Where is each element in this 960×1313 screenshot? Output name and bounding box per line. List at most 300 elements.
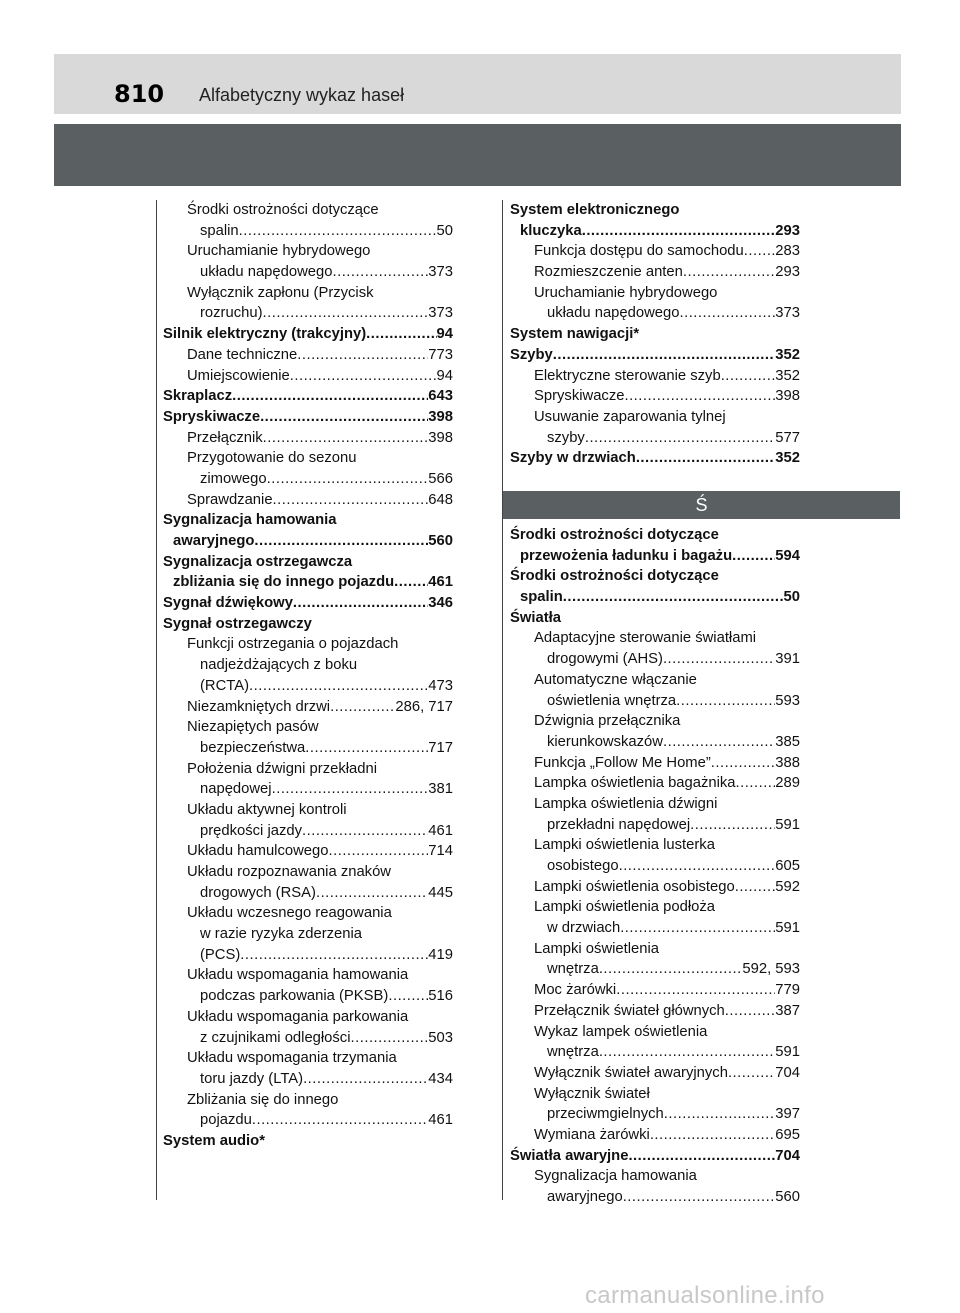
index-entry <box>510 345 800 366</box>
index-entry <box>163 717 453 738</box>
leader-dots <box>585 428 775 449</box>
index-entry <box>510 262 800 283</box>
leader-dots <box>616 980 775 1001</box>
column-divider-right <box>502 200 503 1200</box>
index-entry <box>510 980 800 1001</box>
leader-dots <box>290 366 437 387</box>
entry-label: oświetlenia wnętrza <box>547 692 677 709</box>
entry-label: pojazdu <box>200 1112 252 1129</box>
entry-page: 714 <box>428 843 453 860</box>
entry-label: Sprawdzanie <box>187 491 273 508</box>
entry-page: 461 <box>428 574 453 591</box>
entry-label: prędkości jazdy <box>200 822 302 839</box>
entry-page: 695 <box>775 1126 800 1143</box>
index-entry <box>510 221 800 242</box>
entry-page: 592, 593 <box>742 961 800 978</box>
leader-dots <box>728 1063 775 1084</box>
leader-dots <box>711 753 776 774</box>
leader-dots <box>366 324 436 345</box>
leader-dots <box>316 883 428 904</box>
page-title: Alfabetyczny wykaz haseł <box>199 85 405 105</box>
index-entry <box>510 628 800 649</box>
entry-label: Układu hamulcowego <box>187 843 329 860</box>
index-entry <box>510 1063 800 1084</box>
index-entry <box>163 303 453 324</box>
leader-dots <box>267 469 429 490</box>
index-entry <box>510 448 800 469</box>
index-entry <box>510 691 800 712</box>
index-entry <box>510 959 800 980</box>
entry-label: nadjeżdżających z boku <box>200 657 358 674</box>
entry-label: Dane techniczne <box>187 346 298 363</box>
entry-label: Lampka oświetlenia dźwigni <box>534 795 718 812</box>
index-entry <box>510 241 800 262</box>
entry-label: bezpieczeństwa <box>200 739 306 756</box>
entry-label: spalin <box>520 589 563 606</box>
index-entry <box>163 324 453 345</box>
index-column-left <box>163 200 453 1152</box>
entry-label: Uruchamianie hybrydowego <box>187 243 371 260</box>
entry-label: Adaptacyjne sterowanie światłami <box>534 630 757 647</box>
entry-page: 419 <box>428 946 453 963</box>
index-entry <box>163 800 453 821</box>
entry-page: 473 <box>428 677 453 694</box>
index-entry <box>510 856 800 877</box>
index-entry <box>510 897 800 918</box>
column-divider-left <box>156 200 157 1200</box>
index-entry <box>163 407 453 428</box>
entry-label: spalin <box>200 222 239 239</box>
index-entry <box>163 448 453 469</box>
entry-label: kluczyka <box>520 222 582 239</box>
entry-label: Sygnał dźwiękowy <box>163 595 293 612</box>
entry-label: Układu wspomagania parkowania <box>187 1008 409 1025</box>
leader-dots <box>623 1187 776 1208</box>
entry-page: 577 <box>775 429 800 446</box>
index-entry <box>163 697 453 718</box>
index-entry <box>510 525 800 546</box>
index-entry <box>163 469 453 490</box>
leader-dots <box>563 587 784 608</box>
index-entry <box>163 531 453 552</box>
entry-page: 773 <box>428 346 453 363</box>
leader-dots <box>676 691 775 712</box>
entry-label: System nawigacji* <box>510 326 640 343</box>
entry-page: 717 <box>428 739 453 756</box>
index-entry <box>163 945 453 966</box>
entry-label: Przełącznik <box>187 429 263 446</box>
entry-page: 352 <box>775 450 800 467</box>
index-entry <box>163 759 453 780</box>
index-entry <box>510 1166 800 1187</box>
entry-label: Funkcja „Follow Me Home” <box>534 754 711 771</box>
entry-label: Spryskiwacze <box>163 408 261 425</box>
entry-page: 516 <box>428 988 453 1005</box>
index-entry <box>510 1022 800 1043</box>
entry-label: Wykaz lampek oświetlenia <box>534 1023 708 1040</box>
entry-label: System audio* <box>163 1132 265 1149</box>
entry-page: 591 <box>775 816 800 833</box>
entry-label: Wyłącznik zapłonu (Przycisk <box>187 284 374 301</box>
leader-dots <box>297 345 428 366</box>
leader-dots <box>239 221 437 242</box>
entry-page: 397 <box>775 1106 800 1123</box>
leader-dots <box>663 732 775 753</box>
index-entry <box>510 407 800 428</box>
watermark: carmanualsonline.info <box>585 1282 825 1309</box>
entry-page: 352 <box>775 367 800 384</box>
entry-label: Wyłącznik świateł awaryjnych <box>534 1064 728 1081</box>
entry-page: 434 <box>428 1070 453 1087</box>
entry-label: Lampki oświetlenia lusterka <box>534 837 715 854</box>
index-entry <box>163 593 453 614</box>
leader-dots <box>293 593 428 614</box>
index-entry <box>163 634 453 655</box>
leader-dots <box>690 815 775 836</box>
entry-page: 648 <box>428 491 453 508</box>
entry-label: Funkcja dostępu do samochodu <box>534 243 744 260</box>
leader-dots <box>553 345 776 366</box>
leader-dots <box>679 303 775 324</box>
entry-label: szyby <box>547 429 585 446</box>
index-entry <box>163 986 453 1007</box>
entry-label: Umiejscowienie <box>187 367 290 384</box>
entry-page: 50 <box>783 589 800 606</box>
entry-label: Środki ostrożności dotyczące <box>187 202 379 218</box>
entry-label: Spryskiwacze <box>534 388 625 405</box>
entry-label: Wyłącznik świateł <box>534 1085 650 1102</box>
entry-page: 352 <box>775 346 800 363</box>
index-entry <box>163 821 453 842</box>
entry-label: Niezapiętych pasów <box>187 719 319 736</box>
index-entry <box>510 587 800 608</box>
page-number: 810 <box>114 80 165 108</box>
index-entry <box>163 1090 453 1111</box>
entry-page: 94 <box>436 367 453 384</box>
index-column-right-top <box>510 200 800 469</box>
index-entry <box>163 862 453 883</box>
leader-dots <box>351 1028 429 1049</box>
leader-dots <box>394 572 428 593</box>
entry-page: 605 <box>775 858 800 874</box>
entry-label: Środki ostrożności dotyczące <box>510 568 719 585</box>
entry-label: Układu aktywnej kontroli <box>187 801 347 818</box>
leader-dots <box>664 1104 776 1125</box>
entry-label: przewożenia ładunku i bagażu <box>520 547 733 564</box>
index-entry <box>163 1131 453 1152</box>
entry-label: Lampki oświetlenia podłoża <box>534 899 715 916</box>
index-entry <box>510 428 800 449</box>
index-entry <box>510 711 800 732</box>
index-entry <box>163 924 453 945</box>
leader-dots <box>254 531 428 552</box>
index-entry <box>163 841 453 862</box>
index-entry <box>510 794 800 815</box>
entry-page: 293 <box>775 264 800 281</box>
leader-dots <box>328 841 428 862</box>
leader-dots <box>683 262 775 283</box>
entry-label: zbliżania się do innego pojazdu <box>173 574 395 591</box>
entry-label: Układu wczesnego reagowania <box>187 905 392 922</box>
index-entry <box>163 200 453 221</box>
index-entry <box>163 345 453 366</box>
entry-label: Niezamkniętych drzwi <box>187 698 331 715</box>
entry-page: 385 <box>775 733 800 750</box>
entry-label: Zbliżania się do innego <box>187 1091 339 1108</box>
entry-label: z czujnikami odległości <box>200 1029 351 1046</box>
entry-page: 398 <box>428 429 453 446</box>
entry-page: 593 <box>775 692 800 709</box>
entry-label: Przygotowanie do sezonu <box>187 450 357 467</box>
index-entry <box>510 1125 800 1146</box>
entry-label: toru jazdy (LTA) <box>200 1070 304 1087</box>
entry-page: 560 <box>775 1189 800 1205</box>
index-entry <box>510 815 800 836</box>
entry-label: w drzwiach <box>547 920 621 937</box>
index-entry <box>510 1104 800 1125</box>
entry-page: 289 <box>775 775 800 792</box>
entry-page: 461 <box>428 822 453 839</box>
entry-label: Moc żarówki <box>534 982 617 999</box>
index-entry <box>163 1048 453 1069</box>
index-entry <box>510 773 800 794</box>
entry-label: wnętrza <box>547 961 599 978</box>
entry-label: zimowego <box>200 470 267 487</box>
section-letter: Ś <box>695 495 708 515</box>
entry-label: przekładni napędowej <box>547 816 691 833</box>
entry-label: Funkcji ostrzegania o pojazdach <box>187 636 399 653</box>
leader-dots <box>388 986 428 1007</box>
entry-page: 398 <box>428 408 453 425</box>
entry-page: 643 <box>428 388 453 405</box>
header-band <box>54 124 901 186</box>
index-entry <box>163 283 453 304</box>
index-entry <box>163 738 453 759</box>
index-entry <box>163 883 453 904</box>
index-entry <box>163 614 453 635</box>
entry-page: 50 <box>436 222 453 239</box>
entry-page: 591 <box>775 1044 800 1061</box>
leader-dots <box>599 959 743 980</box>
index-entry <box>510 546 800 567</box>
entry-label: Układu rozpoznawania znaków <box>187 864 391 880</box>
entry-label: Światła <box>510 609 561 626</box>
leader-dots <box>620 918 775 939</box>
entry-page: 560 <box>428 533 453 549</box>
entry-label: Elektryczne sterowanie szyb <box>534 367 721 384</box>
leader-dots <box>252 1110 428 1131</box>
entry-label: wnętrza <box>547 1044 599 1061</box>
leader-dots <box>303 1069 428 1090</box>
leader-dots <box>624 386 775 407</box>
entry-label: Usuwanie zaparowania tylnej <box>534 408 726 425</box>
index-entry <box>163 676 453 697</box>
leader-dots <box>273 490 429 511</box>
index-entry <box>163 510 453 531</box>
index-entry <box>510 918 800 939</box>
index-entry <box>510 670 800 691</box>
index-entry <box>510 1001 800 1022</box>
leader-dots <box>732 546 775 567</box>
entry-label: rozruchu) <box>200 305 263 322</box>
entry-label: Szyby w drzwiach <box>510 450 636 467</box>
index-entry <box>163 428 453 449</box>
entry-page: 591 <box>775 920 800 937</box>
entry-label: napędowej <box>200 781 272 798</box>
index-entry <box>163 1028 453 1049</box>
leader-dots <box>736 773 776 794</box>
index-entry <box>510 1187 800 1208</box>
index-entry <box>163 366 453 387</box>
entry-label: Środki ostrożności dotyczące <box>510 527 719 543</box>
index-entry <box>163 386 453 407</box>
leader-dots <box>744 241 776 262</box>
entry-label: przeciwmgielnych <box>547 1106 664 1123</box>
index-entry <box>510 1146 800 1167</box>
entry-page: 461 <box>428 1112 453 1129</box>
header-bar <box>54 54 901 114</box>
leader-dots <box>249 676 428 697</box>
entry-label: Układu wspomagania hamowania <box>187 967 409 984</box>
leader-dots <box>725 1001 776 1022</box>
leader-dots <box>650 1125 775 1146</box>
entry-label: awaryjnego <box>173 533 255 549</box>
section-header-s <box>503 491 900 519</box>
entry-label: Światła awaryjne <box>510 1147 629 1164</box>
entry-label: podczas parkowania (PKSB) <box>200 988 389 1005</box>
leader-dots <box>721 366 776 387</box>
index-entry <box>510 877 800 898</box>
index-entry <box>163 903 453 924</box>
entry-label: Szyby <box>510 346 553 363</box>
index-entry <box>510 1042 800 1063</box>
index-entry <box>510 366 800 387</box>
entry-label: Lampki oświetlenia osobistego <box>534 878 735 895</box>
index-entry <box>163 1069 453 1090</box>
index-entry <box>510 753 800 774</box>
index-entry <box>510 649 800 670</box>
index-entry <box>510 1084 800 1105</box>
index-entry <box>510 303 800 324</box>
entry-page: 373 <box>428 305 453 322</box>
index-entry <box>163 221 453 242</box>
index-entry <box>163 1007 453 1028</box>
leader-dots <box>232 386 428 407</box>
leader-dots <box>599 1042 775 1063</box>
entry-page: 388 <box>775 754 800 771</box>
index-entry <box>510 608 800 629</box>
leader-dots <box>240 945 428 966</box>
index-entry <box>163 572 453 593</box>
index-entry <box>510 939 800 960</box>
index-entry <box>163 779 453 800</box>
index-entry <box>163 1110 453 1131</box>
index-entry <box>163 965 453 986</box>
entry-label: Położenia dźwigni przekładni <box>187 760 378 777</box>
entry-label: Sygnalizacja hamowania <box>163 512 337 529</box>
entry-page: 592 <box>775 878 800 895</box>
leader-dots <box>663 649 775 670</box>
entry-page: 293 <box>775 222 800 239</box>
entry-page: 387 <box>775 1002 800 1019</box>
leader-dots <box>628 1146 775 1167</box>
index-entry <box>163 262 453 283</box>
entry-label: Automatyczne włączanie <box>534 671 697 688</box>
entry-page: 445 <box>428 884 453 901</box>
entry-label: awaryjnego <box>547 1189 623 1205</box>
entry-page: 286, 717 <box>395 698 453 715</box>
leader-dots <box>263 303 429 324</box>
entry-label: (RCTA) <box>200 677 250 694</box>
entry-page: 704 <box>775 1064 800 1081</box>
leader-dots <box>582 221 776 242</box>
entry-page: 283 <box>775 243 800 260</box>
entry-label: w razie ryzyka zderzenia <box>200 926 362 943</box>
entry-label: Lampka oświetlenia bagażnika <box>534 775 736 792</box>
entry-label: Rozmieszczenie anten <box>534 264 683 281</box>
index-entry <box>510 386 800 407</box>
entry-label: drogowych (RSA) <box>200 884 316 901</box>
entry-label: Uruchamianie hybrydowego <box>534 284 718 301</box>
entry-page: 704 <box>775 1147 800 1164</box>
index-entry <box>510 566 800 587</box>
entry-page: 346 <box>428 595 453 612</box>
entry-page: 94 <box>436 326 453 343</box>
entry-label: Sygnalizacja hamowania <box>534 1168 697 1185</box>
entry-label: (PCS) <box>200 946 241 963</box>
index-entry <box>510 732 800 753</box>
entry-label: Skraplacz <box>163 388 233 405</box>
entry-page: 398 <box>775 388 800 405</box>
entry-label: Dźwignia przełącznika <box>534 713 681 730</box>
index-entry <box>163 552 453 573</box>
leader-dots <box>330 697 395 718</box>
entry-label: Sygnalizacja ostrzegawcza <box>163 553 353 570</box>
entry-label: Silnik elektryczny (trakcyjny) <box>163 326 367 343</box>
leader-dots <box>272 779 429 800</box>
leader-dots <box>636 448 775 469</box>
entry-page: 779 <box>775 982 800 999</box>
leader-dots <box>619 856 776 877</box>
leader-dots <box>305 738 428 759</box>
entry-label: układu napędowego <box>200 264 333 281</box>
entry-label: kierunkowskazów <box>547 733 663 750</box>
entry-page: 381 <box>428 781 453 798</box>
entry-page: 594 <box>775 547 800 564</box>
leader-dots <box>302 821 428 842</box>
entry-page: 373 <box>428 264 453 281</box>
entry-page: 373 <box>775 305 800 322</box>
leader-dots <box>263 428 429 449</box>
entry-label: Wymiana żarówki <box>534 1126 650 1143</box>
entry-page: 391 <box>775 651 800 668</box>
entry-label: Przełącznik świateł głównych <box>534 1002 725 1019</box>
leader-dots <box>735 877 776 898</box>
entry-label: drogowymi (AHS) <box>547 651 663 668</box>
entry-label: osobistego <box>547 858 619 874</box>
entry-label: Układu wspomagania trzymania <box>187 1050 397 1067</box>
index-entry <box>163 241 453 262</box>
entry-page: 503 <box>428 1029 453 1046</box>
index-entry <box>510 283 800 304</box>
index-entry <box>163 655 453 676</box>
entry-label: Lampki oświetlenia <box>534 940 660 957</box>
entry-label: Sygnał ostrzegawczy <box>163 615 312 632</box>
index-entry <box>510 200 800 221</box>
index-entry <box>510 835 800 856</box>
index-entry <box>510 324 800 345</box>
index-column-right-bottom <box>510 525 800 1208</box>
